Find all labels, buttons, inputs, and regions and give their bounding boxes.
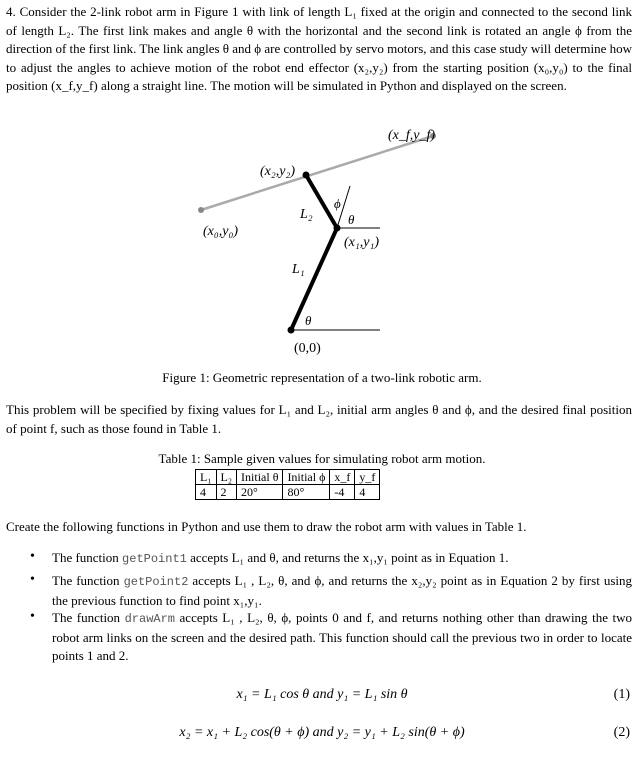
link-1 — [291, 228, 337, 330]
end-effector — [303, 172, 310, 179]
label-start: (x₀,y₀) — [203, 224, 238, 239]
td-xf: -4 — [330, 485, 355, 500]
equation-1-number: (1) — [613, 687, 630, 702]
td-theta: 20° — [237, 485, 283, 500]
td-l1: 4 — [196, 485, 217, 500]
table-row — [196, 485, 380, 500]
label-origin: (0,0) — [294, 341, 321, 356]
label-end-effector: (x₂,y₂) — [260, 164, 295, 179]
td-yf: 4 — [355, 485, 380, 500]
intro-paragraph: 4. Consider the 2-link robot arm in Figure 1 with link of length L₁ fixed at the origin and connected to the second link of length L₂. The first link makes and angle θ with the horizontal and the second link is rotated an angle ϕ from the direction of the first link. The link angles θ and ϕ are controlled by servo motors, and this case study will determine how to adjust the angles to achieve motion of the robot end effector (x₂,y₂) from the starting position (x₀,y₀) to the final position (x_f,y_f) along a straight line. The motion will be simulated in Python and displayed on the screen. — [6, 4, 632, 93]
path-line — [201, 136, 433, 210]
label-final: (x_f,y_f) — [388, 128, 436, 143]
table-caption: Table 1: Sample given values for simulating robot arm motion. — [158, 451, 486, 466]
equation-1: x₁ = L₁ cos θ and y₁ = L₁ sin θ — [236, 687, 408, 702]
table-header-row — [196, 470, 380, 485]
th-yf: y_f — [355, 470, 380, 485]
robot-arm-figure — [0, 115, 644, 365]
bullet-getpoint1: The function getPoint1 accepts L₁ and θ, and returns the x₁,y₁ point as in Equation 1. — [52, 550, 509, 566]
bullet-dot: • — [30, 549, 35, 564]
th-l2: L₂ — [216, 470, 237, 485]
problem-paragraph: This problem will be specified by fixing values for L₁ and L₂, initial arm angles θ and ϕ, and the desired final position of point f, such as those found in Table 1. — [6, 402, 632, 436]
bullet-dot: • — [30, 572, 35, 587]
task-paragraph: Create the following functions in Python and use them to draw the robot arm with values in Table 1. — [6, 519, 527, 534]
th-theta: Initial θ — [237, 470, 283, 485]
values-table — [195, 469, 380, 500]
th-phi: Initial ϕ — [283, 470, 330, 485]
bullet-drawarm: The function drawArm accepts L₁ , L₂, θ, ϕ, points 0 and f, and returns nothing other than drawing the two robot arm links on the screen and the desired path. This function should call the previous two in order to locate points 1 and 2. — [52, 610, 632, 663]
equation-2-number: (2) — [613, 725, 630, 740]
td-l2: 2 — [216, 485, 237, 500]
equation-2: x₂ = x₁ + L₂ cos(θ + ϕ) and y₂ = y₁ + L₂ sin(θ + ϕ) — [179, 725, 465, 740]
label-link1: L₁ — [292, 262, 305, 277]
start-point — [198, 207, 204, 213]
figure-caption: Figure 1: Geometric representation of a two-link robotic arm. — [162, 370, 482, 385]
label-elbow: (x₁,y₁) — [344, 235, 379, 250]
label-link2: L₂ — [300, 207, 313, 222]
bullet-dot: • — [30, 609, 35, 624]
label-theta-base: θ — [305, 313, 312, 328]
th-xf: x_f — [330, 470, 355, 485]
td-phi: 80° — [283, 485, 330, 500]
th-l1: L₁ — [196, 470, 217, 485]
label-phi: ϕ — [334, 196, 341, 211]
label-theta-elbow: θ — [348, 212, 355, 227]
bullet-getpoint2: The function getPoint2 accepts L₁ , L₂, θ, and ϕ, and returns the x₂,y₂ point as in Equation 2 by first using the previous function to find point x₁,y₁. — [52, 573, 632, 608]
